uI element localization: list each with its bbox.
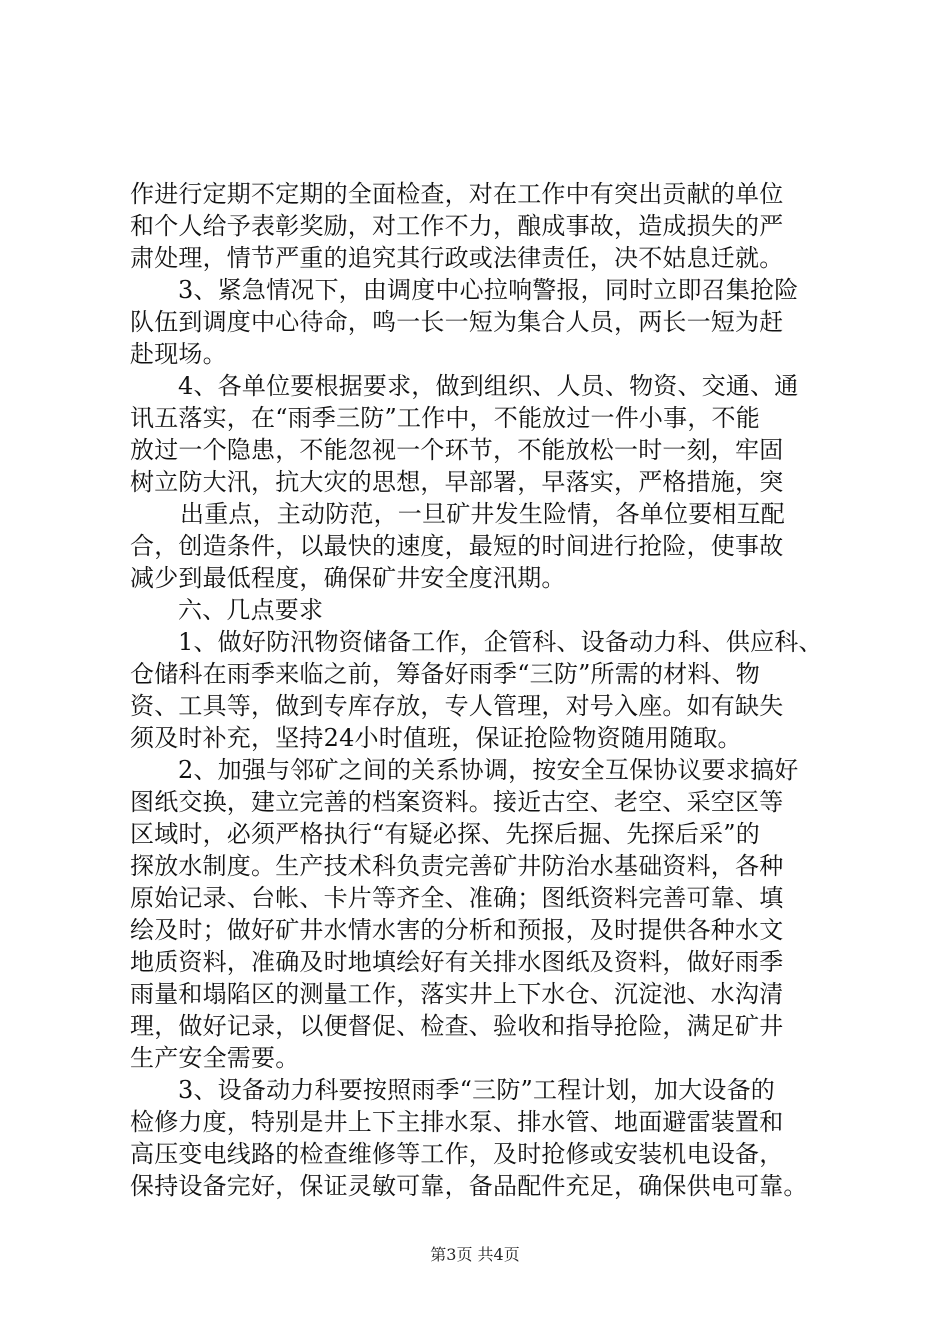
text-line: 高压变电线路的检查维修等工作，及时抢修或安装机电设备， bbox=[130, 1140, 784, 1168]
text-line: 雨量和塌陷区的测量工作，落实井上下水仓、沉淀池、水沟清 bbox=[130, 980, 784, 1008]
text-line: 资、工具等，做到专库存放，专人管理，对号入座。如有缺失 bbox=[130, 692, 784, 720]
text-line: 生产安全需要。 bbox=[130, 1044, 300, 1072]
text-line: 探放水制度。生产技术科负责完善矿井防治水基础资料，各种 bbox=[130, 852, 784, 880]
text-line: 绘及时；做好矿井水情水害的分析和预报，及时提供各种水文 bbox=[130, 916, 784, 944]
text-line: 和个人给予表彰奖励，对工作不力，酿成事故，造成损失的严 bbox=[130, 212, 784, 240]
text-line: 原始记录、台帐、卡片等齐全、准确；图纸资料完善可靠、填 bbox=[130, 884, 784, 912]
text-line: 作进行定期不定期的全面检查，对在工作中有突出贡献的单位 bbox=[130, 180, 784, 208]
text-line: 区域时，必须严格执行“有疑必探、先探后掘、先探后采”的 bbox=[130, 820, 760, 848]
text-line: 仓储科在雨季来临之前，筹备好雨季“三防”所需的材料、物 bbox=[130, 660, 760, 688]
text-line: 肃处理，情节严重的追究其行政或法律责任，决不姑息迁就。 bbox=[130, 244, 784, 272]
text-line: 队伍到调度中心待命，鸣一长一短为集合人员，两长一短为赶 bbox=[130, 308, 784, 336]
text-line: 保持设备完好，保证灵敏可靠，备品配件充足，确保供电可靠。 bbox=[130, 1172, 808, 1200]
text-line: 合，创造条件，以最快的速度，最短的时间进行抢险，使事故 bbox=[130, 532, 784, 560]
text-line: 4、各单位要根据要求，做到组织、人员、物资、交通、通 bbox=[178, 372, 799, 400]
text-line: 检修力度，特别是井上下主排水泵、排水管、地面避雷装置和 bbox=[130, 1108, 784, 1136]
page-number-footer: 第3页 共4页 bbox=[430, 1245, 520, 1264]
text-line: 地质资料，准确及时地填绘好有关排水图纸及资料，做好雨季 bbox=[130, 948, 784, 976]
text-line: 3、设备动力科要按照雨季“三防”工程计划，加大设备的 bbox=[178, 1076, 776, 1104]
section-heading: 六、几点要求 bbox=[178, 596, 324, 624]
text-line: 1、做好防汛物资储备工作，企管科、设备动力科、供应科、 bbox=[178, 628, 823, 656]
text-line: 2、加强与邻矿之间的关系协调，按安全互保协议要求搞好 bbox=[178, 756, 799, 784]
text-line: 3、紧急情况下，由调度中心拉响警报，同时立即召集抢险 bbox=[178, 276, 799, 304]
text-line: 赴现场。 bbox=[130, 340, 227, 368]
text-line: 出重点，主动防范，一旦矿井发生险情，各单位要相互配 bbox=[180, 500, 785, 528]
text-line: 树立防大汛，抗大灾的思想，早部署，早落实，严格措施，突 bbox=[130, 468, 784, 496]
text-line: 讯五落实，在“雨季三防”工作中，不能放过一件小事，不能 bbox=[130, 404, 760, 432]
text-line: 理，做好记录，以便督促、检查、验收和指导抢险，满足矿井 bbox=[130, 1012, 784, 1040]
text-line: 放过一个隐患，不能忽视一个环节，不能放松一时一刻，牢固 bbox=[130, 436, 784, 464]
text-line: 减少到最低程度，确保矿井安全度汛期。 bbox=[130, 564, 566, 592]
text-line: 须及时补充，坚持24小时值班，保证抢险物资随用随取。 bbox=[130, 724, 742, 752]
text-line: 图纸交换，建立完善的档案资料。接近古空、老空、采空区等 bbox=[130, 788, 784, 816]
